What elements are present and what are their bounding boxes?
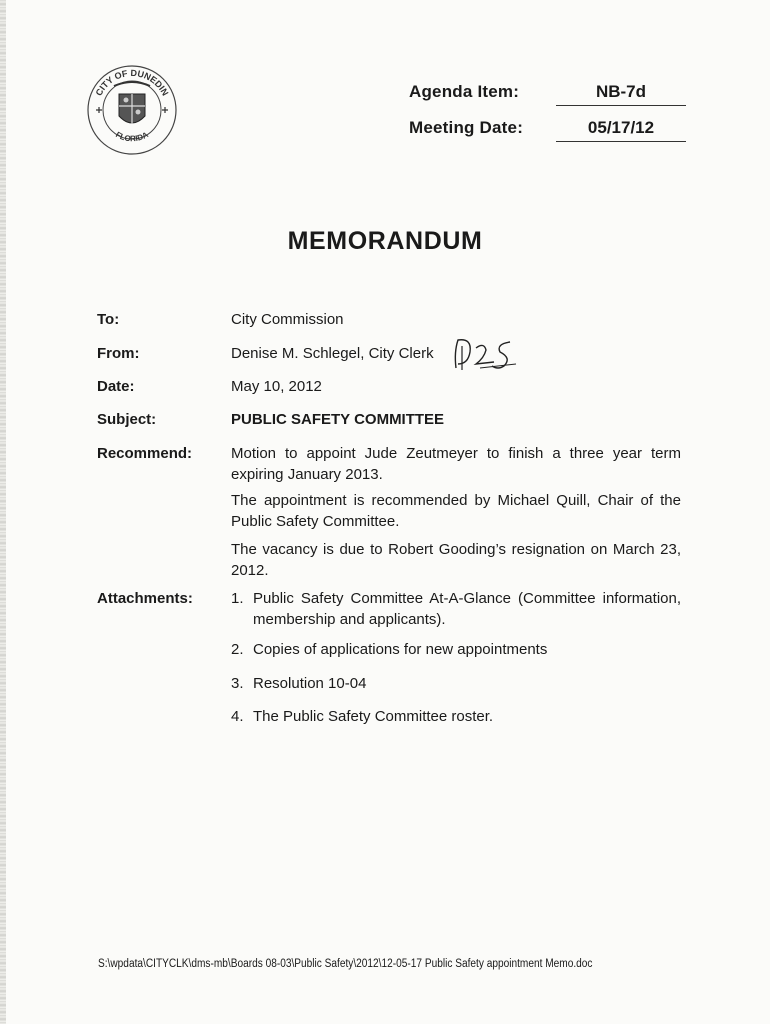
meeting-date-value: 05/17/12 <box>556 118 686 142</box>
attachment-text: Resolution 10-04 <box>253 675 367 692</box>
attachments-label: Attachments: <box>97 590 193 607</box>
attachment-number: 1. <box>231 590 244 607</box>
seal-text-top: CITY OF DUNEDIN <box>93 67 171 98</box>
recommend-paragraph: The vacancy is due to Robert Gooding’s resignation on March 23, 2012. <box>231 541 681 579</box>
attachment-number: 4. <box>231 708 244 725</box>
seal-text-bottom: FLORIDA <box>114 130 150 144</box>
attachment-item <box>231 588 681 630</box>
recommend-paragraph: Motion to appoint Jude Zeutmeyer to finish a three year term expiring January 2013. <box>231 445 681 483</box>
handwritten-initials-signature <box>450 334 520 374</box>
from-value: Denise M. Schlegel, City Clerk <box>231 345 434 362</box>
recommend-label: Recommend: <box>97 445 193 462</box>
city-seal-logo <box>86 64 178 156</box>
date-value: May 10, 2012 <box>231 378 322 395</box>
to-value: City Commission <box>231 311 344 328</box>
attachment-text: Public Safety Committee At-A-Glance (Committee information, membership and applicants). <box>253 590 681 628</box>
footer-file-path: S:\wpdata\CITYCLK\dms-mb\Boards 08-03\Public Safety\2012\12-05-17 Public Safety appointment Memo.doc <box>98 958 593 970</box>
date-label: Date: <box>97 378 135 395</box>
memo-title: MEMORANDUM <box>287 227 483 255</box>
scan-edge <box>0 0 6 1024</box>
from-label: From: <box>97 345 140 362</box>
attachment-item <box>231 706 681 727</box>
agenda-item-value: NB-7d <box>556 82 686 106</box>
attachment-item <box>231 639 681 660</box>
subject-label: Subject: <box>97 411 157 428</box>
subject-value: PUBLIC SAFETY COMMITTEE <box>231 411 445 428</box>
recommend-paragraph: The appointment is recommended by Michael Quill, Chair of the Public Safety Committee. <box>231 492 681 530</box>
meeting-date-label: Meeting Date: <box>409 118 524 137</box>
attachment-item <box>231 673 681 694</box>
agenda-item-label: Agenda Item: <box>409 82 520 101</box>
attachment-text: Copies of applications for new appointments <box>253 641 548 658</box>
attachment-number: 3. <box>231 675 244 692</box>
attachment-text: The Public Safety Committee roster. <box>253 708 494 725</box>
to-label: To: <box>97 311 120 328</box>
attachment-number: 2. <box>231 641 244 658</box>
svg-text:FLORIDA <box>114 130 150 143</box>
